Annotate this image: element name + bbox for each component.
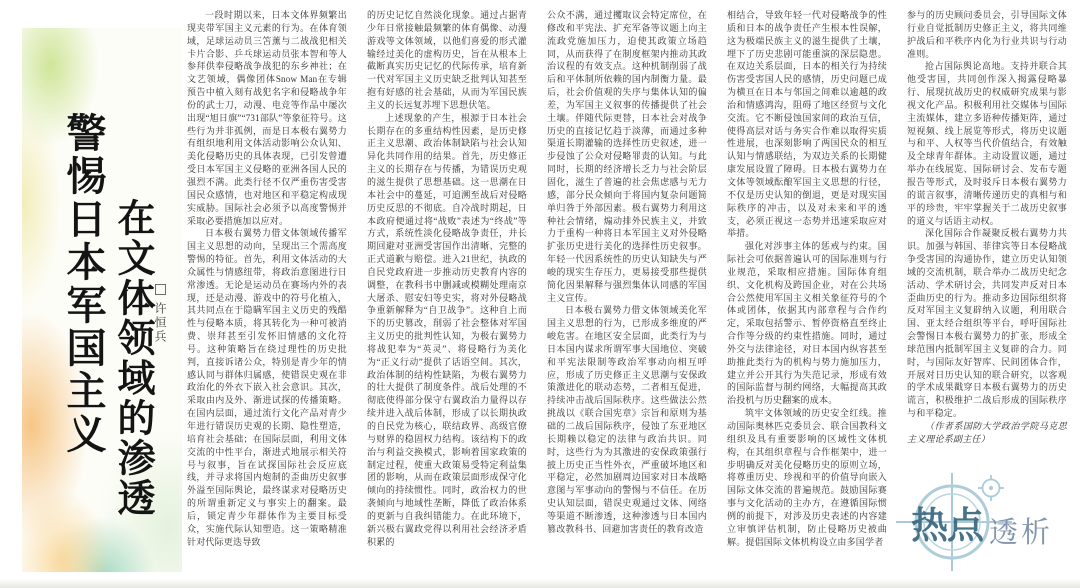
author-byline: [152, 284, 169, 344]
article-paragraph: 筑牢文体领域的历史安全红线。推动国际奥林匹克委员会、联合国教科文组织及具有重要影响的区域性文体机构，在其组织章程与合作框架中，进一步明确反对美化侵略历史的原则立场，将尊重历史、珍视和平的价值导向嵌入国际文体交流的普遍规范。鼓励国际赛事与文化活动的主办方，在遵循国际惯例的前提下，对涉及历史表述的内容建立审慎评估机制，防止侵略历史被曲解。提倡国际文体机构设立由多国学者: [727, 408, 887, 547]
article-paragraph: 参与的历史顾问委员会，引导国际文体行业自觉抵制历史修正主义，将共同维护战后和平秩序内化为行业共识与行动准则。: [907, 10, 1067, 59]
article-paragraph: 强化对涉事主体的惩戒与约束。国际社会可依据普遍认可的国际准则与行业规范，采取相应措施。国际体育组织、文化机构及跨国企业，对在公共场合公然使用军国主义相关象征符号的个体或团体，依据其内部章程与合作约定，采取包括警示、暂停资格直至终止合作等分级的约束性措施。同时，通过外交与法律途径，对日本国内纵容甚至助推此类行为的机构与势力施加压力，建立并公开其行为失范记录，形成有效的国际监督与制约网络，大幅提高其政治投机与历史翻案的成本。: [727, 241, 887, 406]
article-column-1: [187, 9, 347, 583]
author-credit: （作者系国防大学政治学院马克思主义理论系副主任）: [907, 421, 1067, 444]
article-column-2: [367, 9, 527, 583]
article-paragraph: 的历史记忆自然淡化现象。通过占据青少年日常接触最频繁的体育偶像、动漫游戏等文体领域，以他们喜爱的形式灌输经过美化的虚构历史，旨在从根本上截断真实历史记忆的代际传承，培育新一代对军国主义历史缺乏批判认知甚至抱有好感的社会基础，从而为军国民族主义的长远复苏埋下思想伏笔。: [367, 10, 527, 110]
article-column-3: [547, 9, 707, 583]
logo-text-analysis: 透析: [989, 517, 1054, 549]
logo-text-hotspot: 热点: [911, 505, 983, 546]
article-column-5: [907, 9, 1067, 469]
article-paragraph: 日本极右翼势力借文体领域传播军国主义思想的动向，呈现出三个需高度警惕的特征。首先，利用文体活动的大众属性与情感纽带，将政治意图进行日常渗透。无论是运动员在赛场内外的表现，还是动漫、游戏中的符号化植入，其共同点在于隐瞒军国主义历史的残酷性与侵略本质，将其转化为一种可被消费、崇拜甚至引发怀旧情感的文化符号。这种策略旨在绕过理性的历史批判，直接诉诸公众，特别是青少年的情感认同与群体归属感，使错误史观在非政治化的外衣下嵌入社会意识。其次，采取由内及外、渐进试探的传播策略。在国内层面，通过流行文化产品对青少年进行错误历史观的长期、隐性塑造，培育社会基础；在国际层面，利用文体交流的中性平台，渐进式地展示相关符号与叙事，旨在试探国际社会反应底线，并寻求将国内炮制的歪曲历史叙事外溢至国际舆论，最终谋求对侵略历史的所谓重新定义与事实上的翻案。最后，锁定青少年群体作为主要目标受众，实施代际认知塑造。这一策略精准针对代际更迭导致: [187, 228, 347, 547]
article-paragraph: 抢占国际舆论高地。支持并联合其他受害国，共同创作深入揭露侵略暴行、展现抗战历史的权威研究成果与影视文化产品。积极利用社交媒体与国际主流媒体，建立多语种传播矩阵，通过短视频、线上展览等形式，将历史议题与和平、人权等当代价值结合，有效触及全球青年群体。主动设置议题，通过举办在线展览、国际研讨会、发布专题报告等形式，及时驳斥日本极右翼势力的谎言叙事，清晰传递历史的真相与和平的珍贵，牢牢掌握关于二战历史叙事的道义与话语主动权。: [907, 61, 1067, 226]
article-title-block: [22, 28, 182, 572]
hotspot-logo: [885, 470, 1077, 578]
author-name: 许恒兵: [153, 302, 167, 344]
article-paragraph: 一段时期以来，日本文体界频繁出现夹带军国主义元素的行为。在体育领域，足球运动员三笘薰与二战战犯相关卡片合影、乒乓球运动员张本智和等人参拜供奉侵略战争战犯的东乡神社；在文艺领域，偶像团体Snow Man在专辑预告中植入刻有战犯名字和侵略战争年份的武士刀，动漫、电竞等作品中屡次出现“旭日旗”“731部队”等象征符号。这些行为并非孤例，而是日本极右翼势力有组织地利用文体活动影响公众认知、美化侵略历史的具体表现，已引发曾遭受日本军国主义侵略的亚洲各国人民的强烈不满。此类行径不仅严重伤害受害国民众感情，也对地区和平稳定构成现实威胁。国际社会必须予以高度警惕并采取必要措施加以应对。: [187, 10, 347, 226]
article-paragraph: 上述现象的产生，根源于日本社会长期存在的多重结构性因素，是历史修正主义思潮、政治体制缺陷与社会认知异化共同作用的结果。首先，历史修正主义的长期存在与传播，为错误历史观的滋生提供了思想基础。这一思潮在日本社会中的蔓延，可追溯至战后对侵略历史反思的不彻底。自冷战时期起，日本政府便通过将“战败”表述为“终战”等方式，系统性淡化侵略战争责任，并长期回避对亚洲受害国作出清晰、完整的正式道歉与赔偿。进入21世纪，执政的自民党政府进一步推动历史教育内容的调整，在教科书中删减或模糊处理南京大屠杀、慰安妇等史实，将对外侵略战争重新解释为“自卫战争”。这种自上而下的历史篡改，削弱了社会整体对军国主义历史的批判性认知，为极右翼势力将战犯奉为“英灵”、将侵略行为美化为“正义行动”提供了话语空间。其次，政治体制的结构性缺陷，为极右翼势力的壮大提供了制度条件。战后处理的不彻底使得部分保守右翼政治力量得以存续并进入战后体制，形成了以长期执政的自民党为核心，联结政界、高级官僚与财界的稳固权力结构。该结构下的政治与利益交换模式，影响着国家政策的制定过程，使重大政策易受特定利益集团的影响，从而在政策层面形成保守化倾向的持续惯性。同时，政治权力的世袭倾向与地域性垄断，降低了政治体系的更新与自我纠错能力。在此环境下，新兴极右翼政党得以利用社会经济矛盾积累的: [367, 112, 527, 547]
page-bottom-edge: [0, 579, 1080, 588]
article-column-4: [727, 9, 887, 583]
article-paragraph: 深化国际合作凝聚反极右翼势力共识。加强与韩国、菲律宾等日本侵略战争受害国的沟通协作，建立历史认知领域的交流机制，联合举办二战历史纪念活动、学术研讨会，共同发声反对日本歪曲历史的行为。推动多边国际组织将反对军国主义复辟纳入议题，利用联合国、亚太经合组织等平台，呼吁国际社会警惕日本极右翼势力的扩张，形成全球范围内抵制军国主义复辟的合力。同时，与国际友好智库、民间团体合作，开展对日历史认知的联合研究，以客观的学术成果戳穿日本极右翼势力的历史谎言，积极维护二战后形成的国际秩序与和平稳定。: [907, 228, 1067, 419]
article-paragraph: 日本极右翼势力借文体领域美化军国主义思想的行为，已形成多维度的严峻危害。在地区安全层面，此类行为与日本国内谋求所谓军事大国地位、突破和平宪法限制等政治军事动向相互呼应，形成了历史修正主义思潮与安保政策激进化的联动态势，二者相互促进，持续冲击战后国际秩序。这些做法公然挑战以《联合国宪章》宗旨和原则为基础的二战后国际秩序，侵蚀了东亚地区长期赖以稳定的法律与政治共识。同时，这些行为为其激进的安保政策强行披上历史正当性外衣，严重破坏地区和平稳定，必然加剧周边国家对日本战略意图与军事动向的警惕与不信任。在历史认知层面，错误史观通过文体、网络等渠道不断渗透，这种渗透与日本国内篡改教科书、回避加害责任的教育改造: [547, 305, 707, 534]
byline-square-icon: [155, 284, 166, 295]
article-paragraph: 公众不满，通过攫取议会特定席位，在修改和平宪法、扩充军备等议题上向主流政党施加压力，迫使其政策立场趋同，从而获得了在制度框架内推动其政治议程的有效支点。这种机制削弱了战后和平体制所依赖的国内制衡力量。最后，社会价值观的失序与集体认知的偏差，为军国主义叙事的传播提供了社会土壤。伴随代际更替，日本社会对战争历史的直接记忆趋于淡薄，而通过多种渠道长期灌输的选择性历史叙述，进一步侵蚀了公众对侵略罪责的认知。与此同时，长期的经济增长乏力与社会阶层固化，滋生了普遍的社会焦虑感与无力感，部分民众倾向于将国内复杂问题简单归咎于外部因素。极右翼势力利用这种社会情绪，煽动排外民族主义，并致力于重构一种将日本军国主义对外侵略扩张历史进行美化的选择性历史叙事。年轻一代因系统性的历史认知缺失与严峻的现实生存压力，更易接受那些提供简化因果解释与强烈集体认同感的军国主义宣传。: [547, 10, 707, 303]
article-paragraph: 相结合，导致年轻一代对侵略战争的性质和日本的战争责任产生根本性误解，这为极端民族主义的滋生提供了土壤，埋下了历史悲剧可能重演的深层隐患。在双边关系层面，日本的相关行为持续伤害受害国人民的感情，历史问题已成为横亘在日本与邻国之间难以逾越的政治和情感鸿沟，阻碍了地区经贸与文化交流。它不断侵蚀国家间的政治互信，使得高层对话与务实合作难以取得实质性进展，也深刻影响了两国民众的相互认知与情感联结，为双边关系的长期健康发展设置了障碍。日本极右翼势力在文体等领域酝酿军国主义思想的行径，不仅是历史认知的倒退，更是对现实国际秩序的冲击，以及对未来和平的透支，必须正视这一态势并迅速采取应对举措。: [727, 10, 887, 239]
page-subtitle: 在文体领域的渗透: [111, 198, 153, 518]
page-title: 警惕日本军国主义: [61, 112, 105, 456]
